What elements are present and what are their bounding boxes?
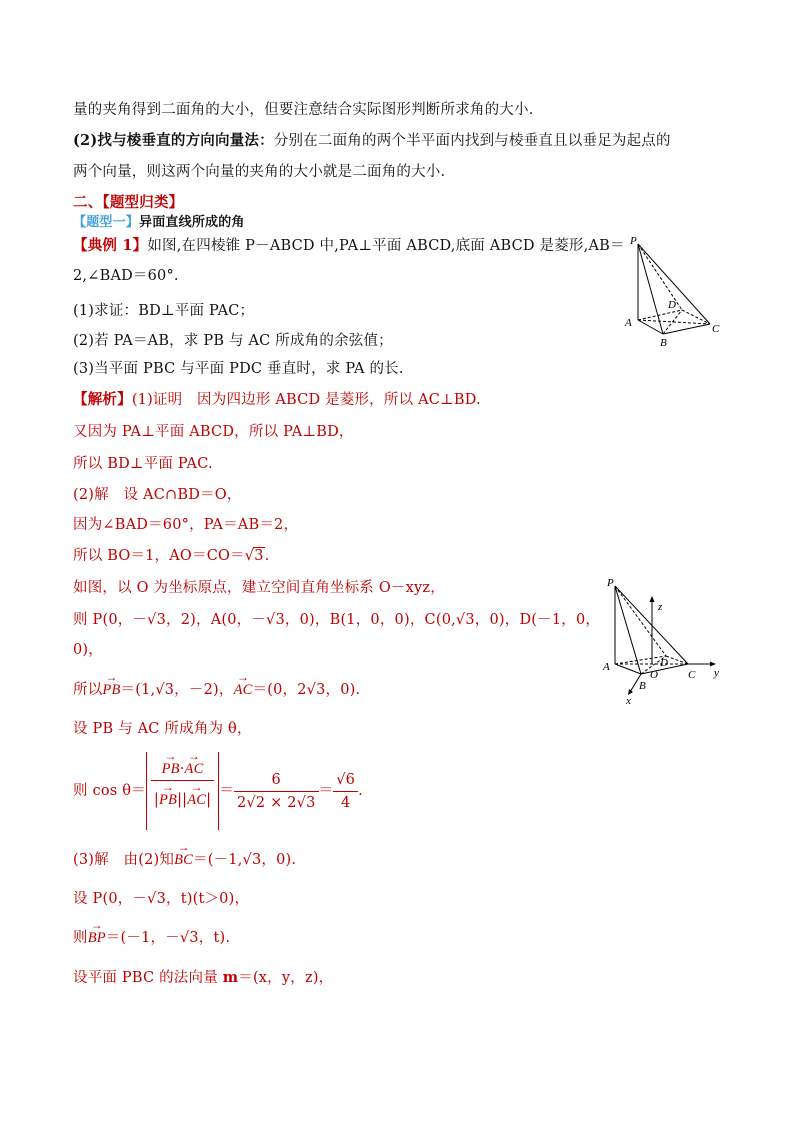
label-a: A xyxy=(603,661,610,673)
question-1: (1)求证：BD⊥平面 PAC； xyxy=(73,303,255,319)
label-p: P xyxy=(607,577,614,589)
type-heading xyxy=(73,213,245,233)
type-text: 异面直线所成的角 xyxy=(139,215,245,230)
label-d: D xyxy=(668,299,676,311)
example-statement: 2,∠BAD＝60°. xyxy=(73,268,179,284)
section-heading: 二、【题型归类】 xyxy=(73,194,184,211)
solution-line: 所以 BD⊥平面 PAC. xyxy=(73,456,213,472)
solution-line: 所以 BO＝1，AO＝CO＝√3. xyxy=(73,548,270,564)
solution-line: 设 PB 与 AC 所成角为 θ， xyxy=(73,721,252,737)
vector-bc: → BC xyxy=(174,850,193,870)
label-b: B xyxy=(639,680,646,692)
solution-line: 【解析】(1)证明 因为四边形 ABCD 是菱形，所以 AC⊥BD. xyxy=(73,391,481,408)
solution-line: 因为∠BAD＝60°，PA＝AB＝2， xyxy=(73,517,299,533)
label-y: y xyxy=(714,667,719,679)
label-c: C xyxy=(688,669,696,681)
question-3: (3)当平面 PBC 与平面 PDC 垂直时，求 PA 的长. xyxy=(73,361,404,377)
pyramid-figure xyxy=(618,232,728,350)
vector-bp: → BP xyxy=(88,928,106,948)
paragraph-line: 两个向量，则这两个向量的夹角的大小就是二面角的大小. xyxy=(73,164,446,180)
label-b: B xyxy=(660,337,667,349)
cosine-formula: 则 cos θ＝ → $\frac{PB\cdot\to AC}{|\to PB||\to AC|}$ ＝ $\frac{6}{2√2 \times 2√3}$ ＝ $\frac{√6}{4}$ . xyxy=(73,752,363,832)
solution-line: 如图，以 O 为坐标原点，建立空间直角坐标系 O－xyz， xyxy=(73,580,445,596)
solution-line: 又因为 PA⊥平面 ABCD，所以 PA⊥BD， xyxy=(73,424,354,440)
example-statement: 【典例 1】如图,在四棱锥 P－ABCD 中,PA⊥平面 ABCD,底面 ABCD 是菱形,AB＝ xyxy=(73,237,625,254)
solution-line: 0)， xyxy=(73,642,103,658)
solution-line: (3)解 由(2)知→ BC＝(－1,√3，0). xyxy=(73,850,296,870)
label-p: P xyxy=(630,235,637,247)
paragraph-line: (2)找与棱垂直的方向向量法：分别在二面角的两个半平面内找到与棱垂直且以垂足为起点的 xyxy=(73,132,671,149)
solution-line: (2)解 设 AC∩BD＝O， xyxy=(73,487,242,503)
question-2: (2)若 PA＝AB，求 PB 与 AC 所成角的余弦值； xyxy=(73,333,393,349)
label-a: A xyxy=(625,317,632,329)
solution-label: 【解析】 xyxy=(73,391,132,408)
method-heading: (2)找与棱垂直的方向向量法： xyxy=(73,132,274,149)
label-x: x xyxy=(626,695,631,706)
label-d: D xyxy=(660,657,668,669)
solution-line: 则 P(0，－√3，2)，A(0，－√3，0)，B(1，0，0)，C(0,√3，0)，D(－1，0， xyxy=(73,612,601,628)
label-c: C xyxy=(712,323,720,335)
example-label: 【典例 1】 xyxy=(73,237,148,254)
paragraph-line: 量的夹角得到二面角的大小，但要注意结合实际图形判断所求角的大小. xyxy=(73,102,534,118)
solution-line: 所以→ PB＝(1,√3，－2)，→ AC＝(0，2√3，0). xyxy=(73,680,360,700)
type-label: 【题型一】 xyxy=(73,215,140,230)
normal-vector-m: m xyxy=(222,969,239,986)
solution-line: 设平面 PBC 的法向量 m＝(x，y，z)， xyxy=(73,969,334,986)
solution-line: 设 P(0，－√3，t)(t＞0)， xyxy=(73,891,250,907)
solution-line: 则→ BP＝(－1，－√3，t). xyxy=(73,928,230,948)
label-o: O xyxy=(650,669,658,681)
label-z: z xyxy=(658,601,663,613)
vector-pb: → PB xyxy=(102,680,120,700)
coordinate-pyramid-figure xyxy=(600,576,728,706)
vector-ac: → AC xyxy=(234,680,253,700)
